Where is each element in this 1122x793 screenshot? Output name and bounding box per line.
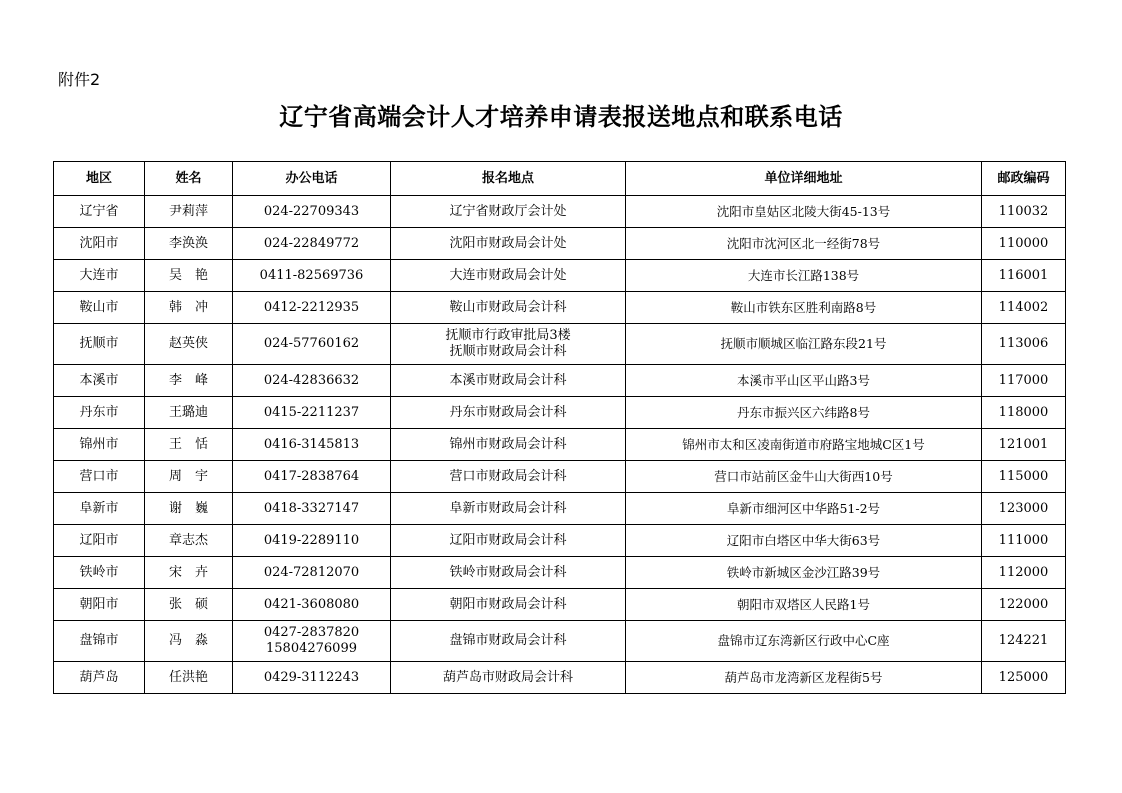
- table-row: [54, 365, 1066, 397]
- name-cell: 李涣涣: [145, 228, 233, 260]
- phone-cell-line: 024-42836632: [263, 372, 360, 388]
- location-cell: [391, 461, 626, 493]
- phone-cell-line: 0415-2211237: [263, 404, 360, 420]
- region-cell: 铁岭市: [54, 557, 145, 589]
- postcode-cell: 112000: [982, 557, 1066, 589]
- phone-cell: [233, 260, 391, 292]
- postcode-cell: 118000: [982, 397, 1066, 429]
- address-cell: 朝阳市双塔区人民路1号: [626, 589, 982, 621]
- phone-cell-line: 024-22849772: [263, 235, 360, 251]
- phone-cell-line: 024-22709343: [263, 203, 360, 219]
- postcode-cell: 117000: [982, 365, 1066, 397]
- region-cell: 盘锦市: [54, 621, 145, 662]
- name-cell: 宋 卉: [145, 557, 233, 589]
- contacts-table: [53, 161, 1066, 694]
- postcode-cell: 111000: [982, 525, 1066, 557]
- region-cell: 辽宁省: [54, 196, 145, 228]
- phone-cell: [233, 525, 391, 557]
- location-cell: [391, 292, 626, 324]
- phone-cell-line: 0419-2289110: [263, 532, 360, 548]
- phone-cell: [233, 397, 391, 429]
- location-cell-line: 丹东市财政局会计科: [449, 404, 567, 420]
- location-cell-line: 辽宁省财政厅会计处: [449, 203, 567, 219]
- postcode-cell: 125000: [982, 662, 1066, 694]
- location-cell: [391, 429, 626, 461]
- table-row: [54, 589, 1066, 621]
- table-row: [54, 557, 1066, 589]
- table-row: [54, 662, 1066, 694]
- phone-cell: [233, 196, 391, 228]
- table-row: [54, 397, 1066, 429]
- phone-cell: [233, 589, 391, 621]
- location-cell-line: 抚顺市行政审批局3楼: [445, 328, 571, 343]
- table-row: [54, 429, 1066, 461]
- location-cell-line: 朝阳市财政局会计科: [449, 596, 567, 612]
- phone-cell-line: 0411-82569736: [259, 267, 364, 283]
- phone-cell-line: 0421-3608080: [263, 596, 360, 612]
- phone-cell-line: 15804276099: [266, 641, 357, 656]
- name-cell: 冯 淼: [145, 621, 233, 662]
- name-cell: 王璐迪: [145, 397, 233, 429]
- location-cell-line: 沈阳市财政局会计处: [449, 235, 567, 251]
- phone-cell-line: 024-72812070: [263, 564, 360, 580]
- postcode-cell: 121001: [982, 429, 1066, 461]
- postcode-cell: 123000: [982, 493, 1066, 525]
- location-cell: [391, 324, 626, 365]
- location-cell-line: 抚顺市财政局会计科: [449, 344, 567, 359]
- header-postcode: 邮政编码: [982, 162, 1066, 196]
- location-cell: [391, 493, 626, 525]
- name-cell: 张 硕: [145, 589, 233, 621]
- location-cell: [391, 525, 626, 557]
- header-phone: 办公电话: [233, 162, 391, 196]
- location-cell: [391, 260, 626, 292]
- location-cell-line: 本溪市财政局会计科: [449, 372, 567, 388]
- location-cell: [391, 228, 626, 260]
- name-cell: 赵英侠: [145, 324, 233, 365]
- address-cell: 铁岭市新城区金沙江路39号: [626, 557, 982, 589]
- phone-cell-line: 024-57760162: [263, 336, 360, 351]
- address-cell: 锦州市太和区凌南街道市府路宝地城C区1号: [626, 429, 982, 461]
- address-cell: 辽阳市白塔区中华大街63号: [626, 525, 982, 557]
- region-cell: 丹东市: [54, 397, 145, 429]
- postcode-cell: 114002: [982, 292, 1066, 324]
- region-cell: 葫芦岛: [54, 662, 145, 694]
- region-cell: 大连市: [54, 260, 145, 292]
- location-cell: [391, 397, 626, 429]
- address-cell: 葫芦岛市龙湾新区龙程街5号: [626, 662, 982, 694]
- region-cell: 朝阳市: [54, 589, 145, 621]
- postcode-cell: 124221: [982, 621, 1066, 662]
- postcode-cell: 110000: [982, 228, 1066, 260]
- location-cell: [391, 196, 626, 228]
- location-cell-line: 营口市财政局会计科: [449, 468, 567, 484]
- page-title: 辽宁省高端会计人才培养申请表报送地点和联系电话: [279, 102, 843, 131]
- phone-cell-line: 0418-3327147: [263, 500, 360, 516]
- region-cell: 沈阳市: [54, 228, 145, 260]
- location-cell-line: 葫芦岛市财政局会计科: [442, 669, 573, 685]
- region-cell: 抚顺市: [54, 324, 145, 365]
- table-row: [54, 525, 1066, 557]
- name-cell: 周 宇: [145, 461, 233, 493]
- table-row: [54, 292, 1066, 324]
- header-address: 单位详细地址: [626, 162, 982, 196]
- phone-cell-line: 0417-2838764: [263, 468, 360, 484]
- location-cell: [391, 589, 626, 621]
- location-cell-line: 鞍山市财政局会计科: [449, 299, 567, 315]
- table-row: [54, 228, 1066, 260]
- location-cell-line: 大连市财政局会计处: [449, 267, 567, 283]
- table-row: [54, 260, 1066, 292]
- phone-cell: [233, 429, 391, 461]
- name-cell: 章志杰: [145, 525, 233, 557]
- name-cell: 吴 艳: [145, 260, 233, 292]
- table-header-row: [54, 162, 1066, 196]
- name-cell: 王 恬: [145, 429, 233, 461]
- postcode-cell: 110032: [982, 196, 1066, 228]
- table-body: [54, 196, 1066, 694]
- postcode-cell: 122000: [982, 589, 1066, 621]
- location-cell: [391, 365, 626, 397]
- phone-cell-line: 0416-3145813: [263, 436, 360, 452]
- header-location: 报名地点: [391, 162, 626, 196]
- phone-cell-line: 0412-2212935: [263, 299, 360, 315]
- phone-cell: [233, 662, 391, 694]
- table-row: [54, 461, 1066, 493]
- phone-cell: [233, 557, 391, 589]
- location-cell: [391, 662, 626, 694]
- table-row: [54, 324, 1066, 365]
- phone-cell: [233, 324, 391, 365]
- postcode-cell: 113006: [982, 324, 1066, 365]
- address-cell: 盘锦市辽东湾新区行政中心C座: [626, 621, 982, 662]
- address-cell: 抚顺市顺城区临江路东段21号: [626, 324, 982, 365]
- location-cell-line: 辽阳市财政局会计科: [449, 532, 567, 548]
- address-cell: 鞍山市铁东区胜利南路8号: [626, 292, 982, 324]
- phone-cell: [233, 493, 391, 525]
- name-cell: 李 峰: [145, 365, 233, 397]
- name-cell: 任洪艳: [145, 662, 233, 694]
- address-cell: 沈阳市皇姑区北陵大街45-13号: [626, 196, 982, 228]
- region-cell: 本溪市: [54, 365, 145, 397]
- address-cell: 沈阳市沈河区北一经街78号: [626, 228, 982, 260]
- postcode-cell: 116001: [982, 260, 1066, 292]
- header-region: 地区: [54, 162, 145, 196]
- header-name: 姓名: [145, 162, 233, 196]
- phone-cell: [233, 228, 391, 260]
- region-cell: 辽阳市: [54, 525, 145, 557]
- region-cell: 鞍山市: [54, 292, 145, 324]
- address-cell: 阜新市细河区中华路51-2号: [626, 493, 982, 525]
- region-cell: 营口市: [54, 461, 145, 493]
- phone-cell-line: 0429-3112243: [263, 669, 360, 685]
- name-cell: 尹莉萍: [145, 196, 233, 228]
- address-cell: 营口市站前区金牛山大街西10号: [626, 461, 982, 493]
- phone-cell: [233, 461, 391, 493]
- location-cell-line: 铁岭市财政局会计科: [449, 564, 567, 580]
- annex-label: 附件2: [58, 70, 101, 89]
- location-cell-line: 阜新市财政局会计科: [449, 500, 567, 516]
- location-cell-line: 盘锦市财政局会计科: [449, 633, 567, 648]
- postcode-cell: 115000: [982, 461, 1066, 493]
- phone-cell-line: 0427-2837820: [263, 625, 360, 640]
- name-cell: 韩 冲: [145, 292, 233, 324]
- address-cell: 大连市长江路138号: [626, 260, 982, 292]
- location-cell-line: 锦州市财政局会计科: [449, 436, 567, 452]
- address-cell: 本溪市平山区平山路3号: [626, 365, 982, 397]
- region-cell: 阜新市: [54, 493, 145, 525]
- name-cell: 谢 巍: [145, 493, 233, 525]
- table-row: [54, 196, 1066, 228]
- phone-cell: [233, 621, 391, 662]
- location-cell: [391, 557, 626, 589]
- table-row: [54, 493, 1066, 525]
- phone-cell: [233, 292, 391, 324]
- region-cell: 锦州市: [54, 429, 145, 461]
- location-cell: [391, 621, 626, 662]
- table-row: [54, 621, 1066, 662]
- address-cell: 丹东市振兴区六纬路8号: [626, 397, 982, 429]
- phone-cell: [233, 365, 391, 397]
